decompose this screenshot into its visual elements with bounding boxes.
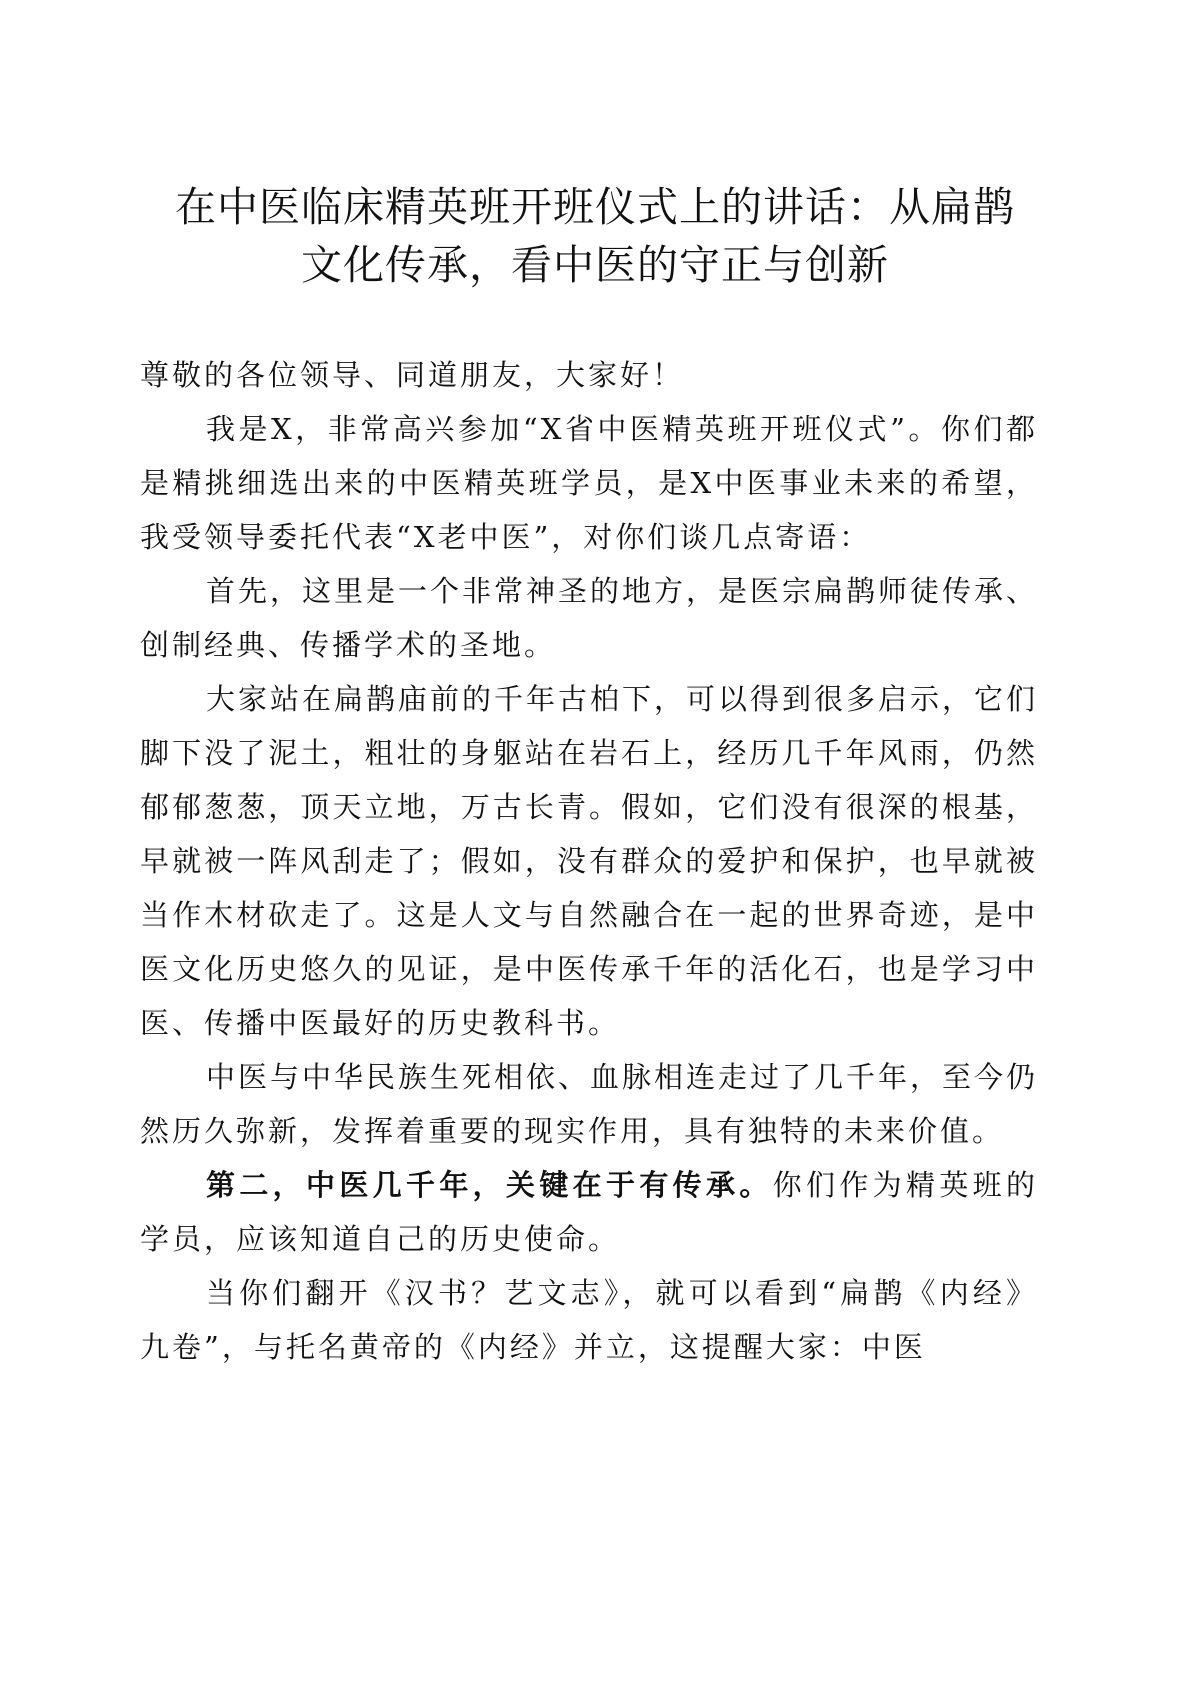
document-title (140, 178, 1050, 294)
paragraph-ancient-cypress: 大家站在扁鹊庙前的千年古柏下，可以得到很多启示，它们脚下没了泥土，粗壮的身躯站在岩石上，经历几千年风雨，仍然郁郁葱葱，顶天立地，万古长青。假如，它们没有很深的根基，早就被一阵风刮走了；假如，没有群众的爱护和保护，也早就被当作木材砍走了。这是人文与自然融合在一起的世界奇迹，是中医文化历史悠久的见证，是中医传承千年的活化石，也是学习中医、传播中医最好的历史教科书。 (140, 682, 1039, 1040)
title-line-2: 文化传承，看中医的守正与创新 (301, 241, 889, 289)
paragraph-second-point (140, 1158, 1038, 1266)
paragraph-tcm-history: 中医与中华民族生死相依、血脉相连走过了几千年，至今仍然历久弥新，发挥着重要的现实作用，具有独特的未来价值。 (140, 1060, 1039, 1148)
second-point-rest: 你们作为精英班的学员，应该知道自己的历史使命。 (140, 1168, 1038, 1256)
salutation: 尊敬的各位领导、同道朋友，大家好！ (140, 358, 685, 392)
second-point-lead: 第二，中医几千年，关键在于有传承。 (206, 1168, 773, 1202)
title-line-1: 在中医临床精英班开班仪式上的讲话：从扁鹊 (175, 183, 1015, 231)
paragraph-first-point: 首先，这里是一个非常神圣的地方，是医宗扁鹊师徒传承、创制经典、传播学术的圣地。 (140, 574, 1039, 662)
paragraph-intro: 我是X，非常高兴参加“X省中医精英班开班仪式”。你们都是精挑细选出来的中医精英班学员，是X中医事业未来的希望，我受领导委托代表“X老中医”，对你们谈几点寄语： (140, 412, 1038, 554)
document-body (140, 348, 1038, 1374)
paragraph-hanshu: 当你们翻开《汉书？艺文志》，就可以看到“扁鹊《内经》九卷”，与托名黄帝的《内经》并立，这提醒大家：中医 (140, 1276, 1038, 1364)
